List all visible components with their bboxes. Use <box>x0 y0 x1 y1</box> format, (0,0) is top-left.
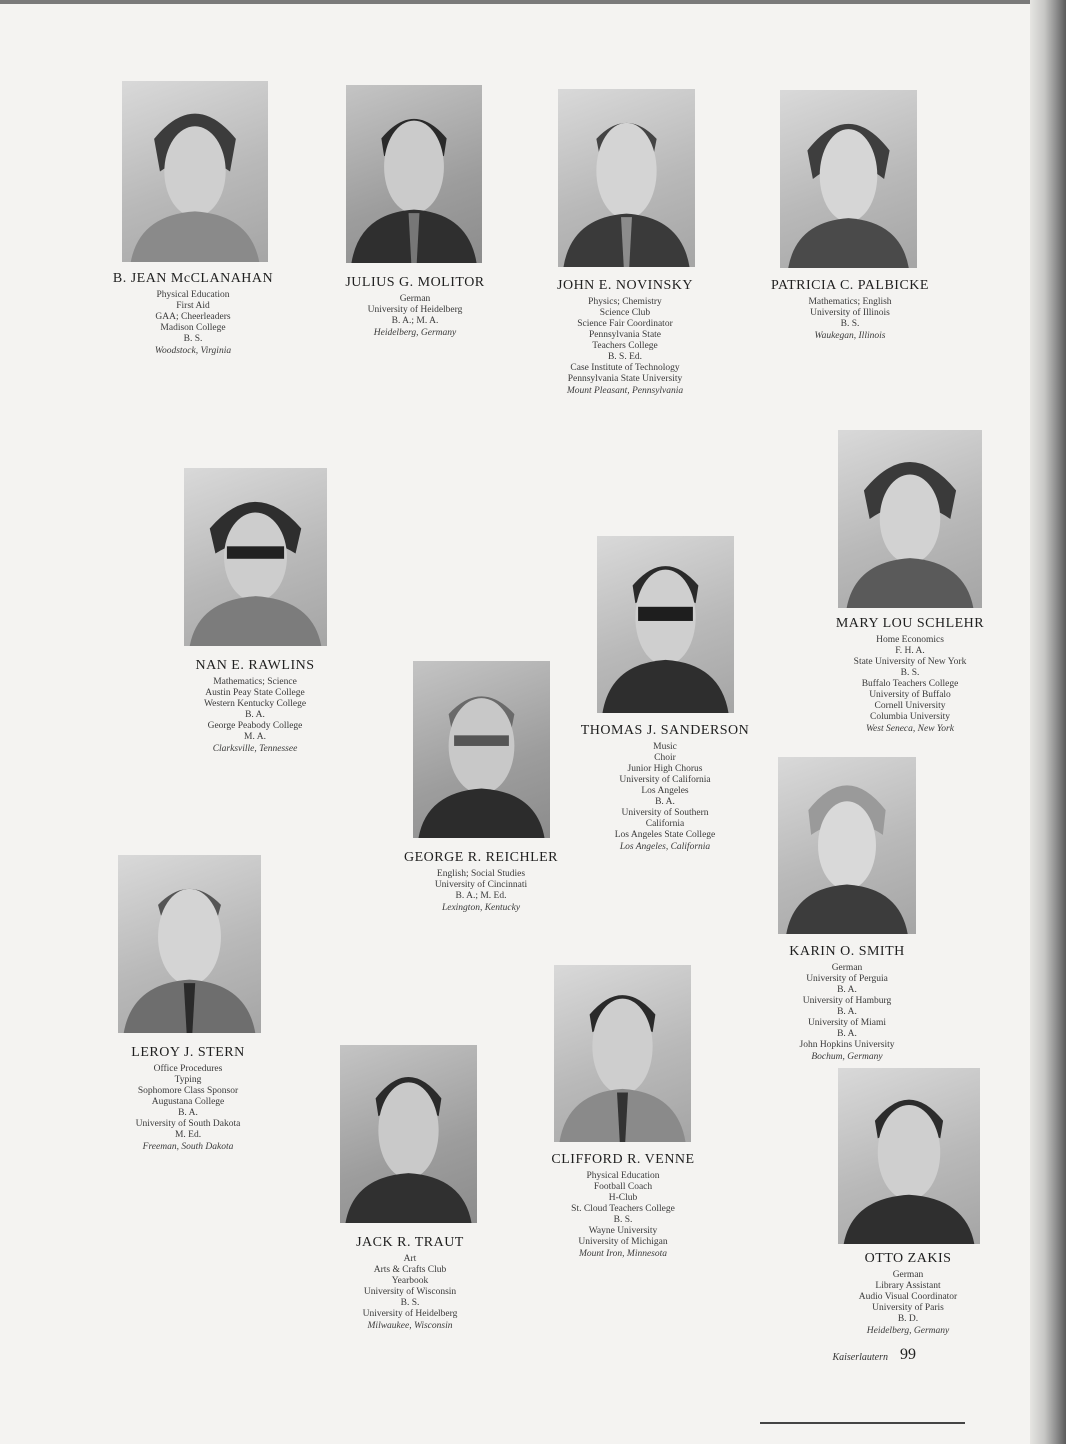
faculty-detail: Yearbook <box>391 1276 429 1286</box>
faculty-entry-palbicke <box>745 278 955 342</box>
faculty-name: B. JEAN McCLANAHAN <box>112 271 274 286</box>
faculty-detail: Buffalo Teachers College <box>861 679 959 689</box>
faculty-name: MARY LOU SCHLEHR <box>835 616 985 631</box>
faculty-detail: University of Michigan <box>578 1237 668 1247</box>
page-footer-location: Kaiserlautern <box>832 1352 888 1363</box>
faculty-detail: Cornell University <box>874 701 946 711</box>
faculty-detail: Case Institute of Technology <box>570 363 680 373</box>
faculty-detail: University of California <box>619 775 711 785</box>
faculty-name: GEORGE R. REICHLER <box>403 850 559 865</box>
faculty-detail: Football Coach <box>593 1182 653 1192</box>
bottom-rule <box>760 1422 965 1424</box>
faculty-hometown: Bochum, Germany <box>811 1052 883 1062</box>
faculty-detail: B. A. <box>655 797 675 807</box>
faculty-detail: State University of New York <box>853 657 967 667</box>
faculty-hometown: Los Angeles, California <box>619 842 711 852</box>
faculty-hometown: Freeman, South Dakota <box>142 1142 234 1152</box>
faculty-detail: Los Angeles State College <box>614 830 716 840</box>
faculty-detail: Columbia University <box>870 712 950 722</box>
faculty-detail: University of Hamburg <box>802 996 892 1006</box>
faculty-hometown: Clarksville, Tennessee <box>212 744 298 754</box>
portrait-photo-traut <box>340 1045 477 1223</box>
faculty-detail: John Hopkins University <box>799 1040 895 1050</box>
faculty-detail: Office Procedures <box>153 1064 223 1074</box>
faculty-detail: M. Ed. <box>174 1130 202 1140</box>
faculty-detail: Western Kentucky College <box>203 699 307 709</box>
faculty-detail: Science Club <box>599 308 651 318</box>
faculty-detail: M. A. <box>244 732 266 742</box>
portrait-photo-sanderson <box>597 536 734 713</box>
faculty-detail: University of South Dakota <box>135 1119 241 1129</box>
portrait-photo-reichler <box>413 661 550 838</box>
faculty-detail: B. S. <box>400 1298 420 1308</box>
faculty-detail: University of Perguia <box>806 974 888 984</box>
faculty-entry-mcclanahan <box>88 271 298 357</box>
faculty-detail: B. A.; M. Ed. <box>455 891 507 901</box>
faculty-name: KARIN O. SMITH <box>789 944 905 959</box>
faculty-detail: GAA; Cheerleaders <box>155 312 231 322</box>
faculty-name: JULIUS G. MOLITOR <box>345 275 485 290</box>
faculty-detail: Science Fair Coordinator <box>577 319 673 329</box>
faculty-detail: Mathematics; English <box>808 297 892 307</box>
faculty-entry-smith <box>742 944 952 1063</box>
faculty-hometown: Heidelberg, Germany <box>866 1326 950 1336</box>
faculty-detail: University of Wisconsin <box>363 1287 457 1297</box>
faculty-detail: California <box>645 819 685 829</box>
faculty-detail: University of Paris <box>872 1303 944 1313</box>
faculty-detail: Madison College <box>160 323 226 333</box>
faculty-detail: Sophomore Class Sponsor <box>137 1086 239 1096</box>
portrait-photo-palbicke <box>780 90 917 268</box>
faculty-detail: University of Cincinnati <box>434 880 528 890</box>
portrait-photo-mcclanahan <box>122 81 268 262</box>
faculty-detail: B. S. <box>840 319 860 329</box>
faculty-detail: University of Buffalo <box>869 690 951 700</box>
faculty-detail: Junior High Chorus <box>627 764 703 774</box>
faculty-detail: Austin Peay State College <box>205 688 305 698</box>
faculty-entry-sanderson <box>560 723 770 853</box>
portrait-photo-zakis <box>838 1068 980 1244</box>
faculty-detail: Physical Education <box>586 1171 660 1181</box>
faculty-detail: H-Club <box>608 1193 638 1203</box>
faculty-detail: Wayne University <box>588 1226 658 1236</box>
faculty-entry-novinsky <box>520 278 730 397</box>
faculty-detail: Physical Education <box>156 290 230 300</box>
faculty-detail: University of Heidelberg <box>362 1309 458 1319</box>
faculty-hometown: Woodstock, Virginia <box>154 346 232 356</box>
faculty-hometown: Waukegan, Illinois <box>814 331 886 341</box>
faculty-hometown: Mount Iron, Minnesota <box>578 1249 668 1259</box>
faculty-entry-stern <box>83 1045 293 1153</box>
faculty-name: LEROY J. STERN <box>131 1045 245 1060</box>
portrait-photo-venne <box>554 965 691 1142</box>
faculty-detail: German <box>831 963 863 973</box>
page-top-edge <box>0 0 1066 4</box>
faculty-name: THOMAS J. SANDERSON <box>580 723 750 738</box>
faculty-entry-traut <box>305 1235 515 1332</box>
faculty-detail: Teachers College <box>592 341 658 351</box>
faculty-detail: Augustana College <box>151 1097 225 1107</box>
faculty-detail: B. A. <box>837 985 857 995</box>
faculty-entry-reichler <box>376 850 586 914</box>
faculty-detail: Mathematics; Science <box>213 677 297 687</box>
faculty-name: OTTO ZAKIS <box>864 1251 952 1266</box>
faculty-detail: University of Heidelberg <box>367 305 463 315</box>
book-spine-shadow <box>1030 0 1066 1444</box>
portrait-photo-stern <box>118 855 261 1033</box>
faculty-detail: F. H. A. <box>895 646 925 656</box>
faculty-detail: German <box>399 294 431 304</box>
faculty-detail: B. A. <box>178 1108 198 1118</box>
faculty-detail: B. A. <box>245 710 265 720</box>
faculty-detail: Arts & Crafts Club <box>373 1265 447 1275</box>
faculty-name: PATRICIA C. PALBICKE <box>771 278 929 293</box>
portrait-photo-novinsky <box>558 89 695 267</box>
faculty-hometown: West Seneca, New York <box>866 724 954 734</box>
portrait-photo-molitor <box>346 85 482 263</box>
portrait-photo-smith <box>778 757 916 934</box>
page-number: 99 <box>900 1346 916 1363</box>
faculty-detail: First Aid <box>176 301 210 311</box>
faculty-name: CLIFFORD R. VENNE <box>551 1152 695 1167</box>
portrait-photo-rawlins <box>184 468 327 646</box>
faculty-detail: Music <box>653 742 677 752</box>
faculty-detail: German <box>892 1270 924 1280</box>
faculty-name: NAN E. RAWLINS <box>195 658 315 673</box>
faculty-detail: B. S. Ed. <box>607 352 643 362</box>
faculty-hometown: Lexington, Kentucky <box>441 903 521 913</box>
faculty-detail: University of Southern <box>621 808 709 818</box>
faculty-entry-schlehr <box>805 616 1015 735</box>
faculty-name: JOHN E. NOVINSKY <box>557 278 693 293</box>
faculty-detail: Typing <box>174 1075 202 1085</box>
faculty-entry-zakis <box>803 1251 1013 1337</box>
faculty-name: JACK R. TRAUT <box>356 1235 464 1250</box>
faculty-detail: English; Social Studies <box>436 869 526 879</box>
faculty-entry-molitor <box>310 275 520 339</box>
faculty-detail: Home Economics <box>876 635 944 645</box>
faculty-detail: Library Assistant <box>875 1281 941 1291</box>
faculty-detail: Los Angeles <box>641 786 689 796</box>
faculty-entry-venne <box>518 1152 728 1260</box>
faculty-detail: University of Illinois <box>810 308 890 318</box>
faculty-hometown: Heidelberg, Germany <box>373 328 457 338</box>
faculty-detail: B. S. <box>900 668 920 678</box>
faculty-detail: B. D. <box>897 1314 919 1324</box>
faculty-detail: Pennsylvania State University <box>567 374 683 384</box>
faculty-detail: B. A.; M. A. <box>391 316 439 326</box>
faculty-detail: St. Cloud Teachers College <box>571 1204 675 1214</box>
portrait-photo-schlehr <box>838 430 982 608</box>
faculty-hometown: Milwaukee, Wisconsin <box>367 1321 453 1331</box>
faculty-detail: B. A. <box>837 1029 857 1039</box>
faculty-detail: George Peabody College <box>207 721 303 731</box>
faculty-detail: Pennsylvania State <box>588 330 662 340</box>
faculty-hometown: Mount Pleasant, Pennsylvania <box>566 386 684 396</box>
faculty-detail: Physics; Chemistry <box>588 297 662 307</box>
faculty-detail: Audio Visual Coordinator <box>858 1292 958 1302</box>
faculty-entry-rawlins <box>150 658 360 755</box>
faculty-detail: B. A. <box>837 1007 857 1017</box>
faculty-detail: B. S. <box>183 334 203 344</box>
faculty-detail: Choir <box>654 753 676 763</box>
faculty-detail: University of Miami <box>807 1018 887 1028</box>
faculty-detail: Art <box>403 1254 417 1264</box>
faculty-detail: B. S. <box>613 1215 633 1225</box>
